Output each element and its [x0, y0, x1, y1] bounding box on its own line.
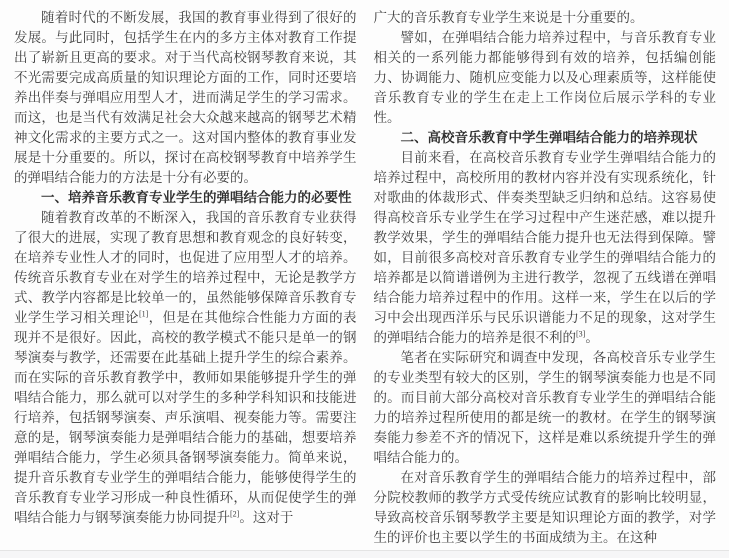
body-paragraph: 譬如，在弹唱结合能力培养过程中，与音乐教育专业相关的一系列能力都能够得到有效的培养，包括编创能力、协调能力、随机应变能力以及心理素质等，这样能使音乐教育专业的学生在走上工作岗位后展示学科的专业性。	[373, 30, 716, 125]
citation-marker: [2]	[230, 509, 240, 519]
text-column-right	[374, 8, 717, 548]
citation-marker: [3]	[576, 329, 586, 339]
body-paragraph: 广大的音乐教育专业学生来说是十分重要的。	[373, 10, 644, 25]
text-column-left	[14, 8, 357, 548]
section-heading: 二、高校音乐教育中学生弹唱结合能力的培养现状	[400, 130, 698, 145]
body-paragraph: 目前来看，在高校音乐教育专业学生弹唱结合能力的培养过程中，高校所用的教材内容并没有实现系统化，针对歌曲的体裁形式、伴奏类型缺乏归纳和总结。这容易使得高校音乐专业学生在学习过程中产生迷茫感，难以提升教学效果，学生的弹唱结合能力提升也无法得到保障。譬如，目前很多高校对音乐教育专业学生的弹唱结合能力的培养都是以简谱谱例为主进行教学，忽视了五线谱在弹唱结合能力培养过程中的作用。这样一来，学生在以后的学习中会出现西洋乐与民乐识谱能力不足的现象，这对学生的弹唱结合能力的培养是很不利的[3]。	[373, 150, 716, 345]
body-paragraph: 在对音乐教育学生的弹唱结合能力的培养过程中，部分院校教师的教学方式受传统应试教育的影响比较明显，导致高校音乐钢琴教学主要是知识理论方面的教学，对学生的评价也主要以学生的书面成绩为主。在这种	[373, 470, 716, 545]
body-paragraph: 随着教育改革的不断深入，我国的音乐教育专业获得了很大的进展，实现了教育思想和教育观念的良好转变，在培养专业性人才的同时，也促进了应用型人才的培养。传统音乐教育专业在对学生的培养过程中，无论是教学方式、教学内容都是比较单一的，虽然能够保障音乐教育专业学生学习相关理论[1]，但是在其他综合性能力方面的表现并不是很好。因此，高校的教学模式不能只是单一的钢琴演奏与教学，还需要在此基础上提升学生的综合素养。而在实际的音乐教育教学中，教师如果能够提升学生的弹唱结合能力，那么就可以对学生的多种学科知识和技能进行培养，包括钢琴演奏、声乐演唱、视奏能力等。需要注意的是，钢琴演奏能力是弹唱结合能力的基础，想要培养弹唱结合能力，学生必须具备钢琴演奏能力。简单来说，提升音乐教育专业学生的弹唱结合能力，能够使得学生的音乐教育专业学习形成一种良性循环，从而促使学生的弹唱结合能力与钢琴演奏能力协同提升[2]。这对于	[14, 210, 357, 525]
body-paragraph: 随着时代的不断发展，我国的教育事业得到了很好的发展。与此同时，包括学生在内的多方主体对教育工作提出了崭新且更高的要求。对于当代高校钢琴教育来说，其不光需要完成高质量的知识理论方面的工作，同时还要培养出伴奏与弹唱应用型人才，进而满足学生的学习需求。而这，也是当代有效满足社会大众越来越高的钢琴艺术精神文化需求的主要方式之一。这对国内整体的教育事业发展是十分重要的。所以，探讨在高校钢琴教育中培养学生的弹唱结合能力的方法是十分有必要的。	[14, 10, 357, 185]
body-paragraph: 笔者在实际研究和调查中发现，各高校音乐专业学生的专业类型有较大的区别，学生的钢琴演奏能力也是不同的。而目前大部分高校对音乐教育专业学生的弹唱结合能力的培养过程所使用的都是统一的教材。在学生的钢琴演奏能力参差不齐的情况下，这样是难以系统提升学生的弹唱结合能力的。	[373, 350, 716, 465]
page-bottom-edge	[0, 550, 729, 558]
section-heading: 一、培养音乐教育专业学生的弹唱结合能力的必要性	[41, 190, 352, 205]
citation-marker: [1]	[138, 309, 149, 319]
